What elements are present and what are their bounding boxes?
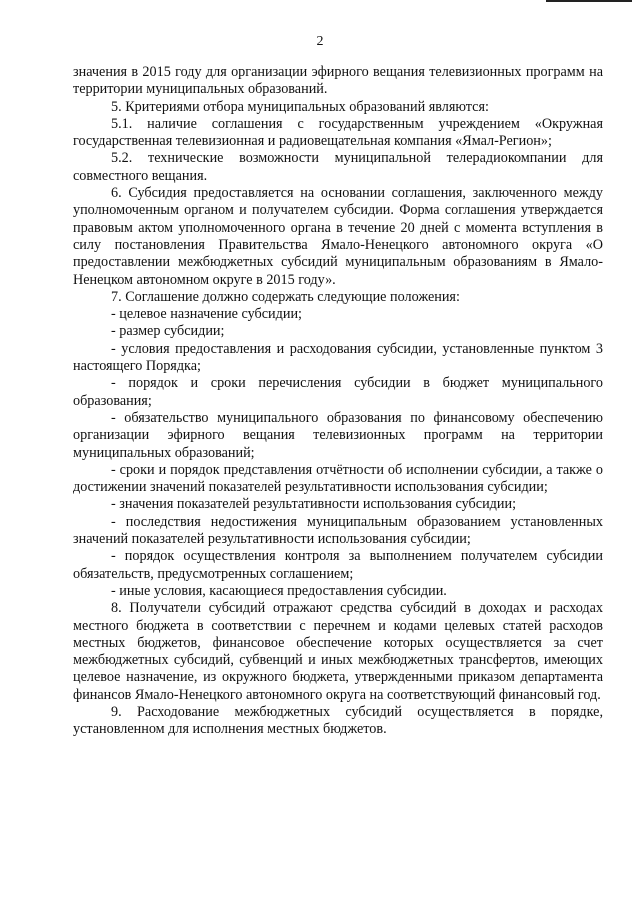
list-item: - целевое назначение субсидии;: [111, 306, 302, 323]
list-item: - порядок и сроки перечисления субсидии в бюджет муниципального образования;: [73, 375, 603, 409]
paragraph-item-5-2: 5.2. технические возможности муниципальной телерадиокомпании для совместного вещания.: [73, 150, 603, 184]
paragraph-item-9: 9. Расходование межбюджетных субсидий осуществляется в порядке, установленном для исполнения местных бюджетов.: [73, 703, 603, 738]
paragraph-item-6: 6. Субсидия предоставляется на основании соглашения, заключенного между уполномоченным органом и получателем субсидии. Форма соглашения утверждается правовым актом уполномоченного органа в течение 20 дней с момента вступления в силу постановления Правительства Ямало-Ненецкого автономного округа «О предоставлении межбюджетных субсидий муниципальным образованиям в Ямало-Ненецком автономном округе в 2015 году».: [73, 185, 603, 288]
document-body: [73, 64, 603, 739]
paragraph-continuation: значения в 2015 году для организации эфирного вещания телевизионных программ на территории муниципальных образований.: [73, 64, 603, 98]
list-item: - условия предоставления и расходования субсидии, установленные пунктом 3 настоящего Порядка;: [73, 340, 603, 375]
paragraph-item-7: 7. Соглашение должно содержать следующие положения:: [111, 288, 460, 305]
list-item: - порядок осуществления контроля за выполнением получателем субсидии обязательств, предусмотренных соглашением;: [73, 548, 603, 582]
list-item: - размер субсидии;: [111, 323, 225, 340]
list-item: - последствия недостижения муниципальным образованием установленных значений показателей результативности использования субсидии;: [73, 513, 603, 548]
page-top-mark: [546, 0, 632, 2]
list-item: - значения показателей результативности использования субсидии;: [111, 496, 517, 513]
paragraph-item-5: 5. Критериями отбора муниципальных образований являются:: [111, 98, 489, 115]
list-item: - сроки и порядок представления отчётности об исполнении субсидии, а также о достижении значений показателей результативности использования субсидии;: [73, 461, 603, 496]
paragraph-item-8: 8. Получатели субсидий отражают средства субсидий в доходах и расходах местного бюджета в соответствии с перечнем и кодами целевых статей расходов местных бюджетов, финансовое обеспечение которых осуществляется за счет межбюджетных субсидий, субвенций и иных межбюджетных трансфертов, имеющих целевое назначение, из окружного бюджета, утвержденными приказом департамента финансов Ямало-Ненецкого автономного округа на соответствующий финансовый год.: [73, 600, 603, 703]
list-item: - иные условия, касающиеся предоставления субсидии.: [111, 582, 447, 599]
page-number: 2: [316, 34, 324, 49]
paragraph-item-5-1: 5.1. наличие соглашения с государственным учреждением «Окружная государственная телевизионная и радиовещательная компания «Ямал-Регион»;: [73, 115, 603, 150]
list-item: - обязательство муниципального образования по финансовому обеспечению организации эфирного вещания телевизионных программ на территории муниципальных образований;: [73, 409, 603, 461]
